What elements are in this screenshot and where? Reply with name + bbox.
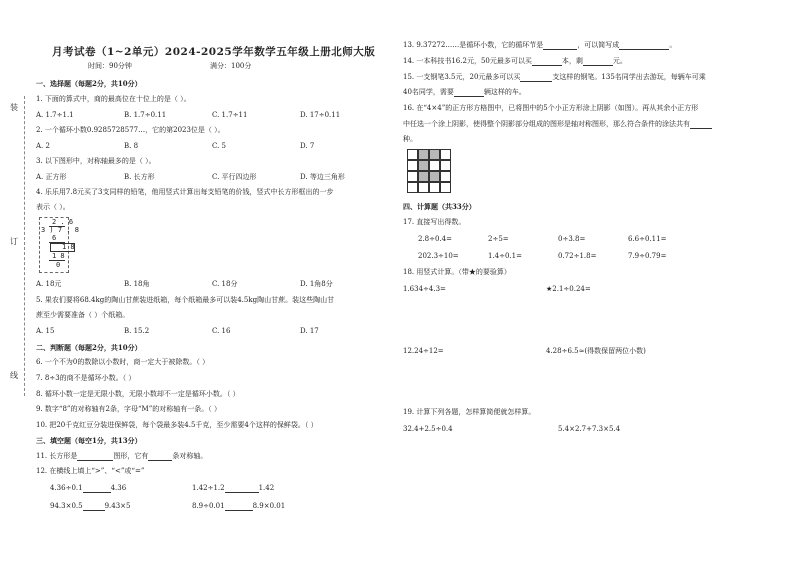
option[interactable]: C. 5 [212, 142, 227, 150]
compare-row: 4.36÷0.1 4.36 [50, 484, 127, 492]
option[interactable]: D. 17 [300, 327, 319, 335]
exam-time: 时间：90分钟 [88, 62, 132, 70]
option[interactable]: D. 等边三角形 [300, 173, 345, 181]
calc-item: 6.6÷0.11= [628, 235, 667, 243]
long-division [41, 218, 79, 269]
option[interactable]: C. 平行四边形 [212, 173, 257, 181]
calc-row [418, 235, 698, 244]
answer-blank[interactable] [532, 57, 562, 66]
calc-item: 0÷3.8= [558, 235, 586, 243]
section-calc: 四、计算题（共33分） [403, 202, 476, 211]
option[interactable]: C. 18分 [212, 280, 238, 288]
question-7: 7. 8÷3的商不是循环小数。（ ） [36, 374, 136, 382]
section-judge: 二、判断题（每题2分，共10分） [36, 343, 142, 352]
shaded-square [418, 160, 429, 171]
question-16-cont: 中任选一个涂上阴影，使得整个阴影部分组成的图形是轴对称图形，那么符合条件的涂法共有 [403, 120, 712, 129]
calc-item: 202.3÷10= [418, 252, 459, 260]
question-13: 13. 9.37272……是循环小数，它的循环节是 ，可以简写成 。 [403, 41, 677, 49]
question-4-cont: 表示（ ）。 [36, 203, 70, 211]
answer-blank[interactable] [520, 73, 552, 82]
answer-blank[interactable] [225, 484, 259, 493]
binding-char-zhuang: 装 [10, 103, 18, 112]
option[interactable]: D. 17÷0.11 [300, 111, 341, 119]
question-15-cont: 40名同学，需要 辆这样的车。 [403, 88, 526, 96]
q3-options [36, 173, 388, 182]
q4-options [36, 280, 388, 289]
option[interactable]: B. 8 [124, 142, 139, 150]
shaded-square [429, 171, 440, 182]
q2-options [36, 142, 388, 151]
question-17: 17. 直接写出得数。 [403, 218, 466, 226]
shaded-square [418, 149, 429, 160]
option[interactable]: B. 15.2 [124, 327, 150, 335]
question-4: 4. 乐乐用7.8元买了3支同样的铅笔，他用竖式计算出每支铅笔的价钱，竖式中长方形框出的一步 [36, 188, 334, 196]
vertical-calc-4: 4.28÷6.5≈(得数保留两位小数) [546, 347, 646, 355]
compare-row: 94.3×0.5 9.43×5 [50, 502, 131, 510]
partial-1: 6 [52, 234, 57, 242]
question-12: 12. 在横线上填上“>”、“<”或“=” [36, 467, 145, 475]
question-6: 6. 一个不为0的数除以小数时，商一定大于被除数。（ ） [36, 358, 210, 366]
answer-blank[interactable] [77, 452, 113, 461]
option[interactable]: D. 7 [300, 142, 315, 150]
option[interactable]: A. 18元 [36, 280, 62, 288]
vertical-calc-1: 1.634÷4.3= [403, 285, 446, 293]
calc-item: 1.4÷0.1= [488, 252, 522, 260]
answer-blank[interactable] [619, 41, 669, 50]
boxed-step: 1 8 [50, 243, 75, 252]
dividend: 3 ) 7 . 8 [41, 226, 79, 234]
question-15: 15. 一支钢笔3.5元，20元最多可以买 支这样的钢笔。135名同学出去游玩，每辆车可乘 [403, 73, 706, 81]
partial-2: 1 8 [52, 252, 65, 260]
binding-char-xian: 线 [10, 371, 18, 380]
question-1: 1. 下面的算式中，商的最高位在十位上的是（ ）。 [36, 95, 191, 103]
question-2: 2. 一个循环小数0.9285728577…，它的第2023位是（ ）。 [36, 126, 225, 134]
compare-row: 8.9÷0.01 8.9×0.01 [192, 502, 286, 510]
answer-blank[interactable] [583, 57, 613, 66]
shaded-square [429, 149, 440, 160]
answer-blank[interactable] [225, 502, 253, 511]
answer-blank[interactable] [690, 120, 712, 129]
option[interactable]: A. 正方形 [36, 173, 67, 181]
calc-item: 2.8÷0.4= [418, 235, 452, 243]
exam-score: 满分：100分 [210, 62, 252, 70]
calc-item: 7.9÷0.79= [628, 252, 667, 260]
quotient: 2 . 6 [52, 218, 74, 226]
question-5: 5. 果农们要将68.4kg的陶山甘蔗装进纸箱，每个纸箱最多可以装4.5kg陶山甘蔗。装这些陶山甘 [36, 296, 335, 304]
question-3: 3. 以下图形中，对称轴最多的是（ ）。 [36, 157, 156, 165]
remainder: 0 [56, 261, 61, 269]
option[interactable]: A. 15 [36, 327, 55, 335]
answer-blank[interactable] [83, 502, 105, 511]
option[interactable]: A. 2 [36, 142, 50, 150]
question-8: 8. 循环小数一定是无限小数，无限小数却不一定是循环小数。（ ） [36, 390, 240, 398]
option[interactable]: D. 1角8分 [300, 280, 333, 288]
question-18: 18. 用竖式计算。（带★的要验算） [403, 268, 511, 276]
page-title: 月考试卷（1~2单元）2024-2025学年数学五年级上册北师大版 [52, 46, 376, 58]
section-choice: 一、选择题（每题2分，共10分） [36, 79, 142, 88]
answer-blank[interactable] [148, 452, 172, 461]
option[interactable]: A. 1.7÷1.1 [36, 111, 74, 119]
option[interactable]: C. 16 [212, 327, 231, 335]
vertical-calc-3: 12.24÷12= [403, 347, 444, 355]
section-fill: 三、填空题（每空1分，共13分） [36, 436, 142, 445]
simplify-2: 5.4×2.7+7.3×5.4 [558, 425, 621, 433]
calc-row [418, 252, 698, 261]
question-16-end: 种。 [403, 135, 417, 143]
q5-options [36, 327, 388, 336]
option[interactable]: B. 长方形 [124, 173, 155, 181]
option[interactable]: C. 1.7÷11 [212, 111, 248, 119]
vertical-calc-2: ★2.1÷0.24= [546, 285, 591, 293]
option[interactable]: B. 1.7÷0.11 [124, 111, 167, 119]
answer-blank[interactable] [83, 484, 111, 493]
option[interactable]: B. 18角 [124, 280, 150, 288]
answer-blank[interactable] [454, 88, 484, 97]
calc-item: 0.72÷1.8= [558, 252, 597, 260]
question-10: 10. 把20千克红豆分装进保鲜袋，每个袋最多装4.5千克，至少需要4个这样的保鲜袋。（ ） [36, 421, 318, 429]
question-5-cont: 蔗至少需要准备（ ）个纸箱。 [36, 311, 130, 319]
question-11: 11. 长方形是 图形，它有 条对称轴。 [36, 452, 208, 460]
binding-char-ding: 订 [10, 237, 18, 246]
question-14: 14. 一本科技书16.2元，50元最多可以买 本，剩 元。 [403, 57, 627, 65]
question-19: 19. 计算下列各题，怎样算简便就怎样算。 [403, 408, 536, 416]
calc-item: 2÷5= [488, 235, 509, 243]
question-9: 9. 数字“8”的对称轴有2条，字母“M”的对称轴有一条。（ ） [36, 405, 222, 413]
binding-line [24, 96, 25, 396]
question-16: 16. 在“4×4”的正方形方格图中，已将图中的5个小正方形涂上阴影（如图）。再从其余小正方形 [403, 104, 699, 112]
simplify-1: 32.4+2.5÷0.4 [403, 425, 453, 433]
answer-blank[interactable] [543, 41, 577, 50]
q1-options [36, 111, 388, 120]
compare-row: 1.42÷1.2 1.42 [192, 484, 275, 492]
shaded-square [418, 171, 429, 182]
